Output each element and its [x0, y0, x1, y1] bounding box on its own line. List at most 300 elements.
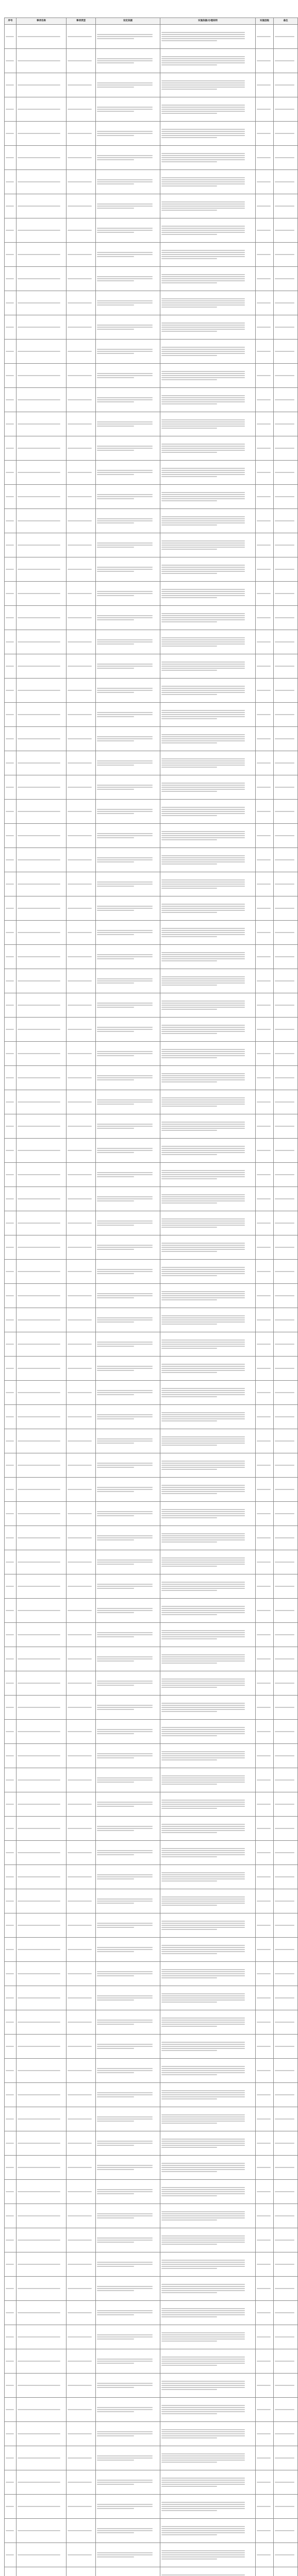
cell-note — [274, 1235, 298, 1260]
text-placeholder — [161, 1945, 245, 1946]
cell-level — [256, 1913, 274, 1938]
cell-level — [256, 1744, 274, 1768]
cell-level — [256, 533, 274, 557]
text-placeholder — [161, 1733, 245, 1734]
text-placeholder — [275, 1731, 294, 1732]
text-placeholder — [68, 738, 92, 739]
text-placeholder — [257, 1489, 271, 1490]
text-placeholder — [161, 855, 245, 856]
text-placeholder — [275, 2361, 294, 2362]
header-detail: 实施依据/办理说明 — [160, 18, 256, 25]
text-placeholder — [6, 1658, 14, 1659]
cell-detail — [160, 388, 256, 412]
cell-basis — [96, 2349, 160, 2374]
text-placeholder — [161, 1753, 245, 1754]
cell-name — [16, 1139, 67, 1163]
text-placeholder — [161, 1005, 245, 1006]
cell-level — [256, 2301, 274, 2325]
text-placeholder — [6, 60, 14, 61]
text-placeholder — [68, 884, 92, 885]
cell-basis — [96, 1284, 160, 1308]
text-placeholder — [275, 1198, 294, 1199]
cell-detail — [160, 1114, 256, 1139]
text-placeholder — [97, 2193, 134, 2194]
text-placeholder — [6, 1755, 14, 1756]
cell-detail — [160, 1986, 256, 2010]
text-placeholder — [161, 738, 245, 739]
text-placeholder — [97, 204, 153, 205]
cell-no — [5, 2083, 16, 2107]
text-placeholder — [68, 206, 92, 207]
text-placeholder — [97, 835, 153, 836]
cell-kind — [67, 1550, 96, 1574]
cell-level — [256, 1018, 274, 1042]
text-placeholder — [161, 1097, 245, 1098]
text-placeholder — [68, 714, 92, 715]
cell-note — [274, 2059, 298, 2083]
text-placeholder — [68, 1901, 92, 1902]
text-placeholder — [161, 1293, 245, 1294]
text-placeholder — [18, 884, 60, 885]
text-placeholder — [97, 567, 153, 568]
text-placeholder — [161, 1775, 245, 1776]
table-row — [5, 509, 298, 533]
text-placeholder — [161, 1202, 217, 1204]
cell-level — [256, 1599, 274, 1623]
cell-note — [274, 122, 298, 146]
text-placeholder — [275, 1537, 294, 1538]
text-placeholder — [257, 956, 271, 957]
cell-note — [274, 1187, 298, 1211]
cell-basis — [96, 800, 160, 824]
cell-name — [16, 364, 67, 388]
cell-basis — [96, 2325, 160, 2349]
cell-kind — [67, 1696, 96, 1720]
text-placeholder — [161, 1247, 245, 1248]
cell-detail — [160, 1865, 256, 1889]
text-placeholder — [18, 230, 60, 231]
text-placeholder — [161, 2460, 245, 2461]
cell-detail — [160, 2131, 256, 2156]
text-placeholder — [161, 1348, 217, 1349]
cell-no — [5, 436, 16, 461]
text-placeholder — [161, 2068, 245, 2069]
cell-note — [274, 1768, 298, 1792]
cell-kind — [67, 436, 96, 461]
text-placeholder — [161, 113, 217, 114]
text-placeholder — [161, 565, 245, 566]
text-placeholder — [18, 1828, 60, 1829]
cell-level — [256, 218, 274, 243]
text-placeholder — [97, 518, 153, 519]
text-placeholder — [6, 2094, 14, 2095]
text-placeholder — [161, 742, 217, 743]
cell-kind — [67, 194, 96, 218]
text-placeholder — [257, 133, 271, 134]
text-placeholder — [161, 2070, 245, 2071]
cell-kind — [67, 1114, 96, 1139]
text-placeholder — [161, 2433, 245, 2434]
cell-basis — [96, 364, 160, 388]
cell-name — [16, 848, 67, 872]
text-placeholder — [257, 1150, 271, 1151]
text-placeholder — [68, 1925, 92, 1926]
text-placeholder — [161, 859, 245, 860]
table-row — [5, 315, 298, 340]
text-placeholder — [18, 2554, 60, 2555]
text-placeholder — [6, 762, 14, 764]
text-placeholder — [97, 1608, 153, 1609]
cell-note — [274, 1889, 298, 1913]
text-placeholder — [97, 87, 134, 88]
text-placeholder — [161, 2024, 245, 2025]
text-placeholder — [6, 2264, 14, 2265]
cell-detail — [160, 848, 256, 872]
cell-kind — [67, 2567, 96, 2576]
cell-basis — [96, 1090, 160, 1114]
cell-kind — [67, 1599, 96, 1623]
text-placeholder — [18, 690, 60, 691]
cell-kind — [67, 1066, 96, 1090]
cell-level — [256, 557, 274, 582]
text-placeholder — [257, 1101, 271, 1103]
text-placeholder — [257, 859, 271, 860]
text-placeholder — [97, 859, 153, 860]
text-placeholder — [161, 1872, 245, 1873]
cell-basis — [96, 2422, 160, 2446]
table-row — [5, 775, 298, 800]
text-placeholder — [97, 1636, 134, 1637]
cell-kind — [67, 364, 96, 388]
cell-kind — [67, 2035, 96, 2059]
text-placeholder — [161, 1808, 217, 1809]
cell-detail — [160, 2301, 256, 2325]
cell-level — [256, 2325, 274, 2349]
text-placeholder — [68, 2554, 92, 2555]
cell-basis — [96, 2083, 160, 2107]
text-placeholder — [161, 474, 245, 475]
cell-detail — [160, 824, 256, 848]
text-placeholder — [257, 1949, 271, 1950]
text-placeholder — [257, 1876, 271, 1877]
table-row — [5, 727, 298, 751]
text-placeholder — [257, 2191, 271, 2192]
cell-detail — [160, 1841, 256, 1865]
text-placeholder — [257, 908, 271, 909]
cell-level — [256, 1841, 274, 1865]
text-placeholder — [18, 1174, 60, 1175]
text-placeholder — [6, 351, 14, 352]
text-placeholder — [161, 36, 245, 37]
text-placeholder — [161, 496, 245, 497]
text-placeholder — [161, 1630, 245, 1631]
text-placeholder — [97, 2506, 153, 2507]
text-placeholder — [97, 135, 134, 136]
text-placeholder — [97, 2143, 153, 2144]
cell-detail — [160, 146, 256, 170]
cell-no — [5, 630, 16, 654]
cell-level — [256, 582, 274, 606]
cell-kind — [67, 751, 96, 775]
text-placeholder — [18, 2094, 60, 2095]
text-placeholder — [18, 1344, 60, 1345]
text-placeholder — [161, 1372, 217, 1373]
cell-note — [274, 727, 298, 751]
cell-note — [274, 824, 298, 848]
cell-level — [256, 364, 274, 388]
cell-note — [274, 2277, 298, 2301]
table-row — [5, 2180, 298, 2204]
text-placeholder — [161, 500, 217, 501]
table-row — [5, 2035, 298, 2059]
cell-no — [5, 1720, 16, 1744]
text-placeholder — [68, 787, 92, 788]
cell-level — [256, 848, 274, 872]
cell-level — [256, 1647, 274, 1671]
cell-no — [5, 1308, 16, 1332]
cell-note — [274, 49, 298, 73]
text-placeholder — [257, 423, 271, 425]
text-placeholder — [97, 641, 153, 642]
cell-level — [256, 1114, 274, 1139]
text-placeholder — [97, 1584, 153, 1585]
cell-name — [16, 582, 67, 606]
table-row — [5, 824, 298, 848]
text-placeholder — [161, 670, 217, 671]
cell-kind — [67, 49, 96, 73]
cell-note — [274, 1090, 298, 1114]
cell-level — [256, 2131, 274, 2156]
cell-no — [5, 1841, 16, 1865]
text-placeholder — [161, 1493, 217, 1494]
text-placeholder — [161, 1148, 245, 1149]
text-placeholder — [161, 2389, 217, 2390]
cell-no — [5, 364, 16, 388]
cell-basis — [96, 1623, 160, 1647]
table-row — [5, 2301, 298, 2325]
cell-note — [274, 509, 298, 533]
cell-name — [16, 1623, 67, 1647]
text-placeholder — [68, 2530, 92, 2531]
text-placeholder — [161, 1485, 245, 1486]
cell-no — [5, 291, 16, 315]
cell-level — [256, 703, 274, 727]
text-placeholder — [18, 36, 60, 37]
text-placeholder — [68, 2336, 92, 2337]
cell-level — [256, 1550, 274, 1574]
text-placeholder — [97, 2435, 134, 2436]
text-placeholder — [18, 2046, 60, 2047]
table-row — [5, 1865, 298, 1889]
text-placeholder — [161, 159, 245, 160]
cell-basis — [96, 2470, 160, 2495]
cell-kind — [67, 1308, 96, 1332]
cell-no — [5, 340, 16, 364]
text-placeholder — [68, 932, 92, 933]
table-row — [5, 969, 298, 993]
cell-level — [256, 921, 274, 945]
text-placeholder — [97, 1079, 134, 1080]
text-placeholder — [257, 2482, 271, 2483]
cell-detail — [160, 1429, 256, 1453]
text-placeholder — [161, 1104, 245, 1105]
text-placeholder — [161, 1608, 245, 1609]
text-placeholder — [97, 1249, 134, 1250]
text-placeholder — [275, 1513, 294, 1514]
cell-level — [256, 461, 274, 485]
text-placeholder — [161, 2361, 245, 2362]
text-placeholder — [161, 906, 245, 907]
table-row — [5, 25, 298, 49]
cell-basis — [96, 315, 160, 340]
cell-name — [16, 1042, 67, 1066]
text-placeholder — [18, 1562, 60, 1563]
text-placeholder — [6, 932, 14, 933]
cell-level — [256, 2083, 274, 2107]
text-placeholder — [97, 1729, 153, 1730]
text-placeholder — [161, 2163, 245, 2164]
text-placeholder — [18, 762, 60, 764]
cell-kind — [67, 969, 96, 993]
text-placeholder — [161, 1804, 245, 1805]
cell-name — [16, 509, 67, 533]
cell-kind — [67, 1913, 96, 1938]
text-placeholder — [161, 1364, 245, 1365]
cell-note — [274, 872, 298, 896]
text-placeholder — [161, 641, 245, 642]
cell-name — [16, 1453, 67, 1478]
cell-note — [274, 1139, 298, 1163]
cell-name — [16, 315, 67, 340]
text-placeholder — [161, 1757, 245, 1758]
cell-basis — [96, 2301, 160, 2325]
text-placeholder — [68, 1344, 92, 1345]
cell-detail — [160, 582, 256, 606]
text-placeholder — [275, 399, 294, 400]
text-placeholder — [68, 1029, 92, 1030]
text-placeholder — [161, 2316, 217, 2317]
cell-name — [16, 1090, 67, 1114]
cell-name — [16, 679, 67, 703]
text-placeholder — [257, 1005, 271, 1006]
text-placeholder — [97, 1999, 134, 2001]
text-placeholder — [161, 329, 245, 330]
cell-level — [256, 1817, 274, 1841]
cell-note — [274, 243, 298, 267]
cell-basis — [96, 1792, 160, 1817]
text-placeholder — [18, 1949, 60, 1950]
cell-detail — [160, 1817, 256, 1841]
text-placeholder — [161, 1614, 217, 1615]
text-placeholder — [275, 375, 294, 376]
cell-name — [16, 340, 67, 364]
text-placeholder — [6, 1101, 14, 1103]
text-placeholder — [18, 1368, 60, 1369]
text-placeholder — [18, 1005, 60, 1006]
cell-kind — [67, 630, 96, 654]
cell-no — [5, 1889, 16, 1913]
cell-kind — [67, 1260, 96, 1284]
text-placeholder — [161, 2504, 245, 2505]
text-placeholder — [161, 666, 245, 667]
cell-basis — [96, 25, 160, 49]
text-placeholder — [18, 1416, 60, 1417]
cell-no — [5, 727, 16, 751]
text-placeholder — [97, 787, 153, 788]
cell-kind — [67, 2470, 96, 2495]
cell-name — [16, 1478, 67, 1502]
cell-note — [274, 73, 298, 97]
text-placeholder — [161, 597, 217, 598]
cell-basis — [96, 1478, 160, 1502]
cell-name — [16, 1671, 67, 1696]
text-placeholder — [161, 1854, 245, 1855]
text-placeholder — [97, 1394, 134, 1395]
text-placeholder — [161, 936, 217, 937]
cell-kind — [67, 1671, 96, 1696]
text-placeholder — [97, 157, 153, 158]
cell-name — [16, 2519, 67, 2543]
text-placeholder — [161, 274, 245, 275]
text-placeholder — [97, 181, 153, 182]
text-placeholder — [161, 1196, 245, 1197]
cell-level — [256, 2107, 274, 2131]
text-placeholder — [161, 2096, 245, 2097]
cell-name — [16, 1550, 67, 1574]
cell-level — [256, 1042, 274, 1066]
cell-basis — [96, 1114, 160, 1139]
text-placeholder — [161, 2262, 245, 2263]
cell-level — [256, 2349, 274, 2374]
text-placeholder — [275, 1658, 294, 1659]
text-placeholder — [161, 1660, 245, 1662]
text-placeholder — [161, 1588, 245, 1589]
text-placeholder — [257, 835, 271, 836]
text-placeholder — [161, 1683, 245, 1684]
cell-kind — [67, 921, 96, 945]
cell-name — [16, 2446, 67, 2470]
text-placeholder — [68, 2215, 92, 2216]
text-placeholder — [275, 2409, 294, 2410]
text-placeholder — [161, 2092, 245, 2093]
text-placeholder — [161, 1727, 245, 1728]
text-placeholder — [161, 2139, 245, 2140]
cell-name — [16, 1986, 67, 2010]
cell-basis — [96, 1018, 160, 1042]
cell-note — [274, 1429, 298, 1453]
cell-level — [256, 1308, 274, 1332]
text-placeholder — [18, 327, 60, 328]
cell-no — [5, 218, 16, 243]
text-placeholder — [6, 327, 14, 328]
text-placeholder — [161, 208, 245, 209]
text-placeholder — [275, 1174, 294, 1175]
text-placeholder — [68, 1852, 92, 1853]
table-row — [5, 218, 298, 243]
text-placeholder — [97, 1051, 153, 1052]
text-placeholder — [161, 379, 217, 380]
text-placeholder — [161, 2143, 245, 2144]
text-placeholder — [161, 1636, 245, 1637]
cell-basis — [96, 97, 160, 122]
text-placeholder — [97, 2552, 153, 2553]
cell-name — [16, 2204, 67, 2228]
table-row — [5, 267, 298, 291]
text-placeholder — [68, 569, 92, 570]
text-placeholder — [97, 1176, 134, 1177]
text-placeholder — [97, 109, 153, 110]
cell-detail — [160, 49, 256, 73]
